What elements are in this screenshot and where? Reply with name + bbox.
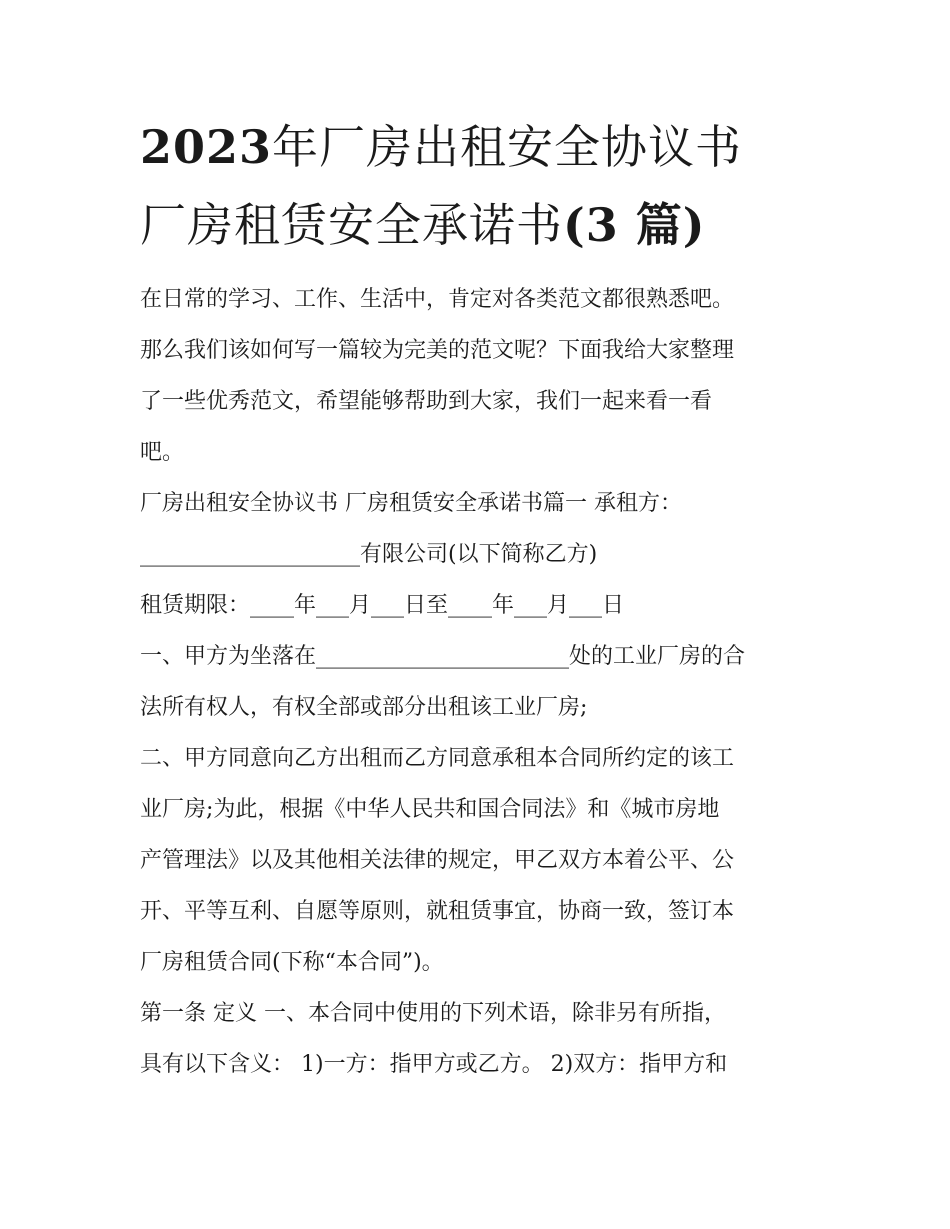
text-line: 开、平等互利、自愿等原则，就租赁事宜，协商一致，签订本 — [140, 899, 735, 924]
text-line: 吧。 — [140, 440, 185, 465]
text-line: 具有以下含义： 1)一方：指甲方或乙方。 2)双方：指甲方和 — [140, 1052, 728, 1077]
paragraph — [140, 733, 815, 988]
text-line: 业厂房;为此，根据《中华人民共和国合同法》和《城市房地 — [140, 797, 720, 822]
text-line: 租赁期限：____年___月___日至____年___月___日 — [140, 593, 625, 618]
paragraph — [140, 274, 815, 478]
text-line: 那么我们该如何写一篇较为完美的范文呢？下面我给大家整理 — [140, 338, 735, 363]
paragraph — [140, 988, 815, 1090]
paragraph — [140, 478, 815, 580]
title-line-2-text: 厂房租赁安全承诺书 — [140, 198, 563, 252]
text-line: 了一些优秀范文，希望能够帮助到大家，我们一起来看一看 — [140, 389, 713, 414]
title-year: 2023 — [140, 120, 273, 174]
document-body — [140, 274, 815, 1090]
title-count: (3 篇) — [563, 198, 706, 252]
text-line: 二、甲方同意向乙方出租而乙方同意承租本合同所约定的该工 — [140, 746, 735, 771]
title-line-1-text: 年厂房出租安全协议书 — [272, 120, 743, 174]
text-line: 在日常的学习、工作、生活中，肯定对各类范文都很熟悉吧。 — [140, 287, 735, 312]
text-line: 产管理法》以及其他相关法律的规定，甲乙双方本着公平、公 — [140, 848, 735, 873]
title-line-2 — [140, 196, 815, 254]
document-title — [140, 118, 815, 254]
paragraph — [140, 631, 815, 733]
text-line: 一、甲方为坐落在_______________________处的工业厂房的合 — [140, 644, 746, 669]
paragraph — [140, 580, 815, 631]
text-line: 第一条 定义 一、本合同中使用的下列术语，除非另有所指， — [140, 1001, 726, 1026]
text-line: 厂房出租安全协议书 厂房租赁安全承诺书篇一 承租方： — [140, 491, 682, 516]
text-line: 厂房租赁合同(下称“本合同”)。 — [140, 950, 444, 975]
document-page — [140, 118, 815, 1090]
text-line: 法所有权人，有权全部或部分出租该工业厂房; — [140, 695, 588, 720]
text-line: ____________________有限公司(以下简称乙方) — [140, 542, 598, 567]
title-line-1 — [140, 118, 815, 176]
